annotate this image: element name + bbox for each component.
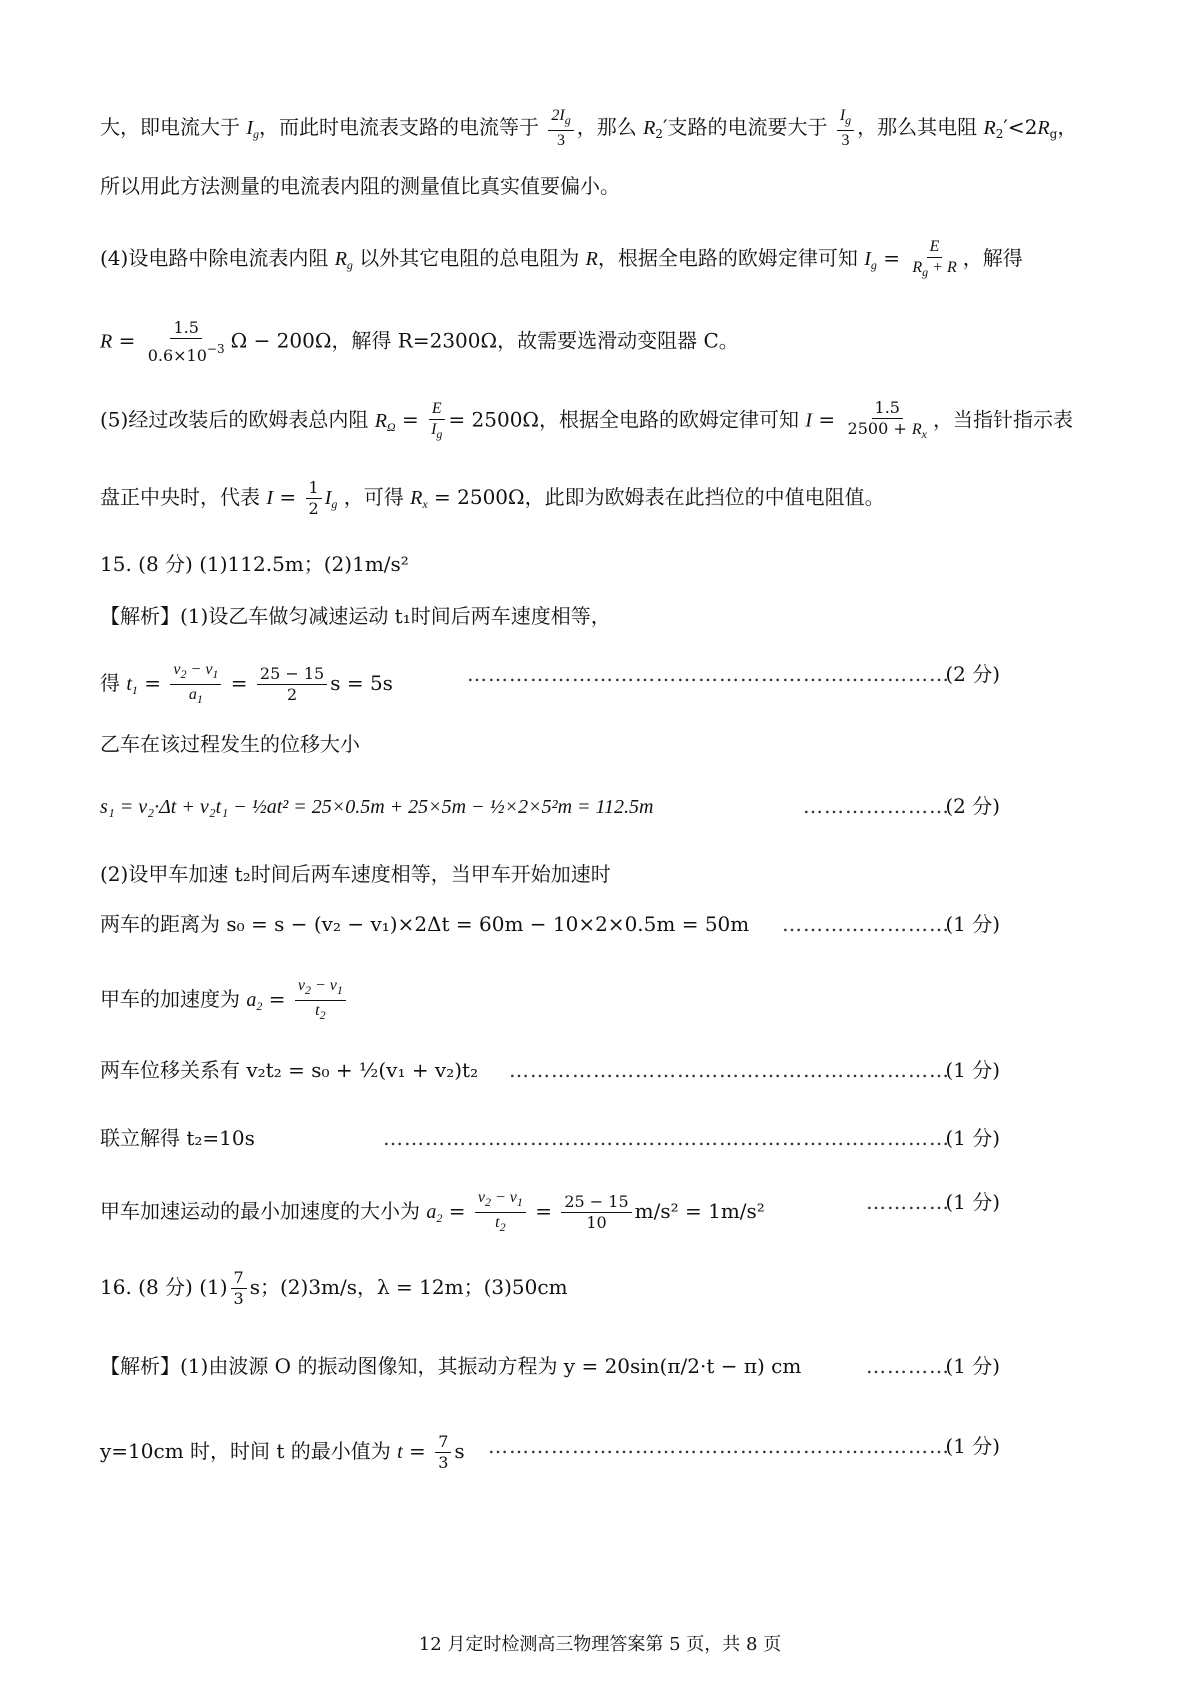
text-line: 盘正中央时，代表 I = $\frac{1}{2}$ $I_g$ ，可得 $R_x = 2500\Omega$，此即为欧姆表在此挡位的中值电阻值。 xyxy=(100,478,885,518)
text-line: 得 $t_1$ = $\frac{v_2 - v_1}{a_1}$ = $\frac{25 - 15}{2}$ s = 5s …………………………………………………………… (2 分) xyxy=(100,661,1000,706)
score-label: (1 分) xyxy=(945,1190,1000,1214)
text-line: 乙车在该过程发生的位移大小 xyxy=(100,732,360,756)
question-16-header: 16. (8 分) (1) $\frac{7}{3}$ s；(2)3m/s，λ = 12m；(3)50cm xyxy=(100,1268,568,1308)
text-line: 两车的距离为 s₀ = s − (v₂ − v₁)×2Δt = 60m − 10×2×0.5m = 50m …………………… (1 分) xyxy=(100,912,1000,936)
score-label: (2 分) xyxy=(945,794,1000,818)
text-line: R = $\frac{1.5}{0.6\times 10^{-3}}$ Ω − 200Ω，解得 R=2300Ω，故需要选滑动变阻器 C。 xyxy=(100,318,739,365)
text-line: 联立解得 t₂=10s ……………………………………………………………………… (1 分) xyxy=(100,1126,1000,1150)
text-line: 甲车加速运动的最小加速度的大小为 $a_2$ = $\frac{v_2 - v_1}{t_2}$ = $\frac{25 - 15}{10}$ m/s² = 1m/s² ………… (1 分) xyxy=(100,1189,1000,1234)
text-line: 所以用此方法测量的电流表内阻的测量值比真实值要偏小。 xyxy=(100,174,620,198)
question-15-header: 15. (8 分) (1)112.5m；(2)1m/s² xyxy=(100,552,409,576)
score-label: (1 分) xyxy=(945,1434,1000,1458)
score-label: (2 分) xyxy=(945,662,1000,686)
leader-dots: ………………………………………………………… xyxy=(488,1434,950,1458)
text-line: 甲车的加速度为 $a_2$ = $\frac{v_2 - v_1}{t_2}$ xyxy=(100,976,1100,1025)
text-line: 【解析】(1)由波源 O 的振动图像知，其振动方程为 y = 20sin(π/2·t − π) cm ………… (1 分) xyxy=(100,1354,1000,1378)
text-line: (2)设甲车加速 t₂时间后两车速度相等，当甲车开始加速时 xyxy=(100,862,611,886)
leader-dots: ……………………………………………………………………… xyxy=(383,1126,950,1150)
leader-dots: ………… xyxy=(866,1354,950,1378)
leader-dots: …………………………………………………………… xyxy=(467,662,950,686)
text-line: 两车位移关系有 v₂t₂ = s₀ + ½(v₁ + v₂)t₂ ……………………………………………………… (1 分) xyxy=(100,1058,1000,1082)
text-line: 大，即电流大于 $I_g$，而此时电流表支路的电流等于 $\frac{2I_g}{3}$ ，那么 $R_2'$支路的电流要大于 $\frac{I_g}{3}$ ，那么其电阻 $R_2'<2R_g$， xyxy=(100,107,1078,149)
leader-dots: ………………… xyxy=(803,794,950,818)
leader-dots: ……………………………………………………… xyxy=(509,1058,950,1082)
text-line: y=10cm 时，时间 t 的最小值为 t = $\frac{7}{3}$ s ………………………………………………………… (1 分) xyxy=(100,1432,1000,1472)
text-line: (5)经过改装后的欧姆表总内阻 $R_\Omega$ = $\frac{E}{I_g}$ = 2500Ω，根据全电路的欧姆定律可知 I = $\frac{1.5}{2500 + R_x}$ ，当指针指示表 xyxy=(100,398,1073,441)
score-label: (1 分) xyxy=(945,1058,1000,1082)
leader-dots: ………… xyxy=(866,1190,950,1214)
leader-dots: …………………… xyxy=(782,912,950,936)
score-label: (1 分) xyxy=(945,1354,1000,1378)
score-label: (1 分) xyxy=(945,1126,1000,1150)
text-line: 【解析】(1)设乙车做匀减速运动 t₁时间后两车速度相等， xyxy=(100,604,611,628)
text-line: (4)设电路中除电流表内阻 $R_g$ 以外其它电阻的总电阻为 R，根据全电路的欧姆定律可知 $I_g$ = $\frac{E}{R_g + R}$ ，解得 xyxy=(100,238,1023,279)
score-label: (1 分) xyxy=(945,912,1000,936)
page-footer: 12 月定时检测高三物理答案第 5 页，共 8 页 xyxy=(418,1634,782,1655)
text-line: s₁ = v₂·Δt + v₂t₁ − ½at² = 25×0.5m + 25×5m − ½×2×5²m = 112.5m ………………… (2 分) xyxy=(100,794,1000,818)
